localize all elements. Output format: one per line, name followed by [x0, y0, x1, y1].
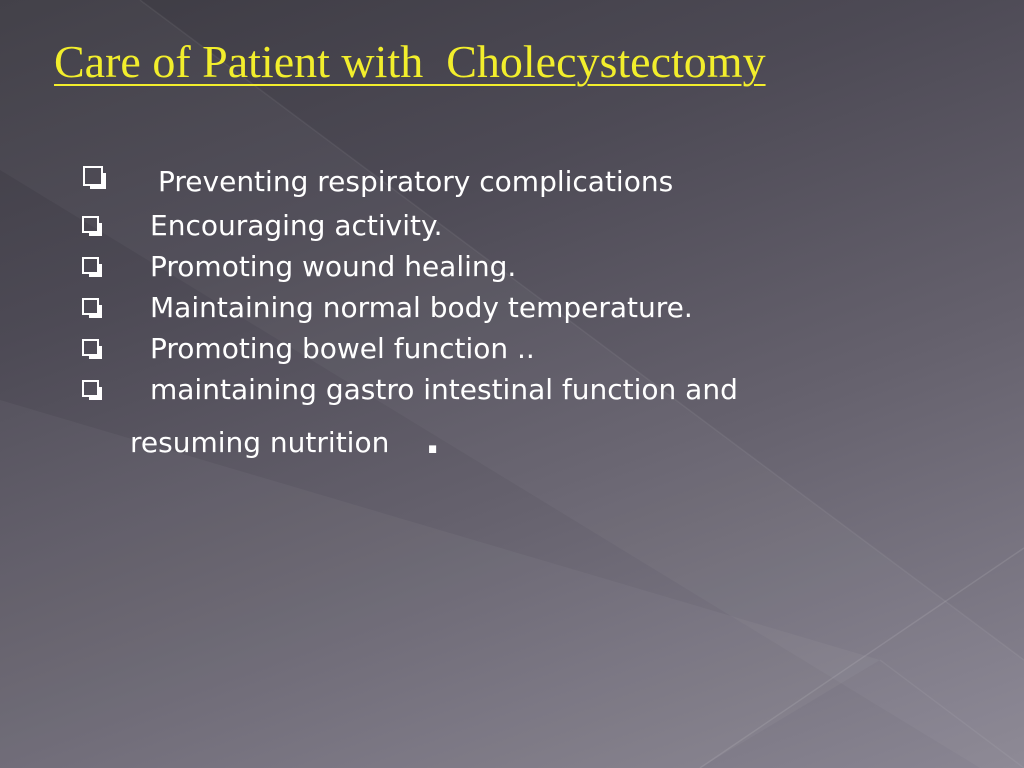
checkbox-square-icon	[82, 298, 99, 315]
checkbox-square-icon	[82, 257, 99, 274]
checkbox-square-icon	[82, 380, 99, 397]
bullet-item: Preventing respiratory complications	[158, 165, 674, 198]
checkbox-square-icon	[83, 166, 103, 186]
checkbox-square-icon	[82, 216, 99, 233]
bullet-item: Maintaining normal body temperature.	[150, 291, 693, 324]
bullet-item: maintaining gastro intestinal function and	[150, 373, 738, 406]
bullet-item: Promoting bowel function ..	[150, 332, 535, 365]
bullet-continuation-period: .	[425, 417, 441, 463]
bullet-continuation: resuming nutrition	[130, 426, 390, 459]
slide-title: Care of Patient with Cholecystectomy	[54, 36, 766, 87]
bullet-item: Promoting wound healing.	[150, 250, 517, 283]
bullet-item: Encouraging activity.	[150, 209, 443, 242]
checkbox-square-icon	[82, 339, 99, 356]
